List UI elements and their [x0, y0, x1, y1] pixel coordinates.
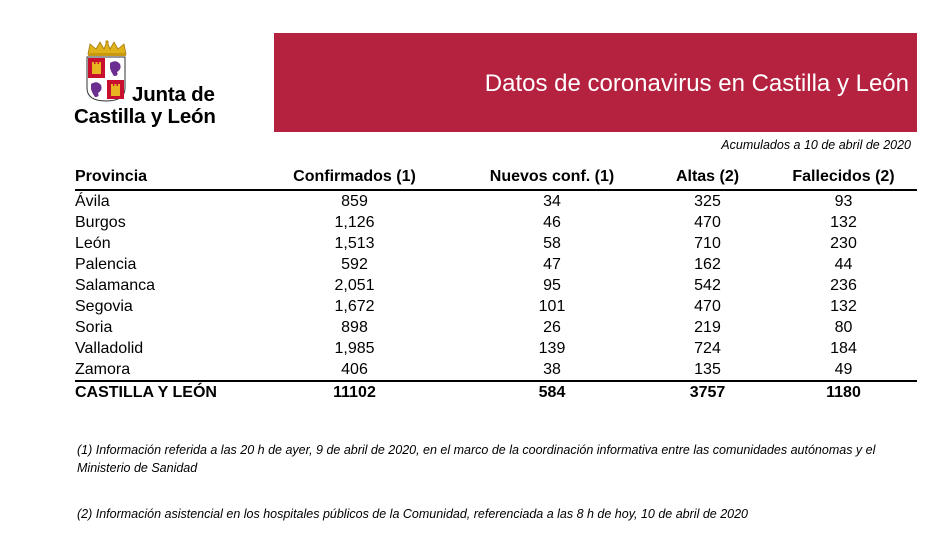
cell-nuevos: 95 — [543, 276, 561, 294]
table-row — [75, 212, 917, 233]
cell-fallecidos: 132 — [830, 297, 857, 315]
table-row — [75, 233, 917, 254]
cell-fallecidos: 132 — [830, 213, 857, 231]
cell-nuevos: 46 — [543, 213, 561, 231]
cell-confirmados: 1,513 — [334, 234, 375, 252]
footnote-2: (2) Información asistencial en los hospitales públicos de la Comunidad, referenciada a las 8 h de hoy, 10 de abril de 2020 — [77, 507, 749, 521]
table-row — [75, 296, 917, 317]
junta-logo — [74, 40, 234, 132]
cell-confirmados: 1,985 — [334, 339, 375, 357]
header-fallecidos: Fallecidos (2) — [792, 167, 895, 185]
cell-nuevos: 26 — [543, 318, 561, 336]
table-row — [75, 317, 917, 338]
crown-icon — [86, 40, 128, 56]
cell-provincia: Ávila — [75, 192, 110, 210]
cell-fallecidos: 93 — [834, 192, 853, 210]
cell-altas: 135 — [694, 360, 721, 378]
cell-nuevos: 139 — [538, 339, 566, 357]
cell-provincia: Valladolid — [75, 339, 144, 357]
cell-fallecidos: 49 — [834, 360, 853, 378]
table-row — [75, 275, 917, 296]
cell-altas: 162 — [694, 255, 721, 273]
data-table — [75, 164, 917, 404]
cell-fallecidos: 80 — [834, 318, 853, 336]
cell-altas: 325 — [694, 192, 721, 210]
total-label: CASTILLA Y LEÓN — [75, 384, 217, 401]
cell-altas: 724 — [694, 339, 721, 357]
header-altas: Altas (2) — [675, 167, 740, 185]
date-subtitle: Acumulados a 10 de abril de 2020 — [721, 138, 911, 152]
cell-altas: 470 — [694, 297, 721, 315]
cell-provincia: Zamora — [75, 360, 131, 378]
table-row — [75, 338, 917, 359]
cell-fallecidos: 44 — [834, 255, 853, 273]
cell-provincia: Salamanca — [75, 276, 156, 294]
total-nuevos: 584 — [538, 384, 566, 401]
cell-confirmados: 1,126 — [334, 213, 375, 231]
table-row — [75, 359, 917, 381]
table-header-row — [75, 164, 917, 190]
cell-nuevos: 34 — [543, 192, 561, 210]
title-banner — [274, 33, 917, 132]
cell-fallecidos: 230 — [830, 234, 857, 252]
total-altas: 3757 — [689, 384, 726, 401]
header-provincia: Provincia — [75, 167, 148, 185]
cell-provincia: Burgos — [75, 213, 126, 231]
cell-provincia: Palencia — [75, 255, 137, 273]
table-total-row — [75, 381, 917, 404]
cell-provincia: León — [75, 234, 111, 252]
cell-confirmados: 406 — [341, 360, 368, 378]
cell-nuevos: 101 — [538, 297, 566, 315]
cell-confirmados: 859 — [341, 192, 368, 210]
table-row — [75, 254, 917, 275]
total-fallecidos: 1180 — [826, 384, 861, 401]
logo-line-1: Junta de — [132, 83, 215, 106]
cell-confirmados: 592 — [341, 255, 368, 273]
footnote-1: (1) Información referida a las 20 h de ayer, 9 de abril de 2020, en el marco de la coordinación informativa entre las comunidades autónomas y el Ministerio de Sanidad — [77, 443, 876, 475]
cell-nuevos: 58 — [543, 234, 561, 252]
page-title: Datos de coronavirus en Castilla y León — [484, 70, 909, 97]
header-confirmados: Confirmados (1) — [293, 167, 416, 185]
table-row — [75, 190, 917, 212]
logo-line-2: Castilla y León — [74, 105, 216, 128]
logo-wordmark — [74, 84, 216, 128]
header-nuevos: Nuevos conf. (1) — [489, 167, 615, 185]
cell-altas: 542 — [694, 276, 721, 294]
cell-altas: 470 — [694, 213, 721, 231]
cell-confirmados: 2,051 — [334, 276, 375, 294]
cell-confirmados: 1,672 — [334, 297, 375, 315]
cell-provincia: Segovia — [75, 297, 133, 315]
cell-fallecidos: 236 — [830, 276, 857, 294]
cell-altas: 219 — [694, 318, 721, 336]
cell-fallecidos: 184 — [830, 339, 857, 357]
cell-altas: 710 — [694, 234, 721, 252]
cell-confirmados: 898 — [341, 318, 368, 336]
cell-provincia: Soria — [75, 318, 113, 336]
cell-nuevos: 47 — [543, 255, 561, 273]
cell-nuevos: 38 — [543, 360, 561, 378]
total-confirmados: 11102 — [333, 384, 376, 401]
